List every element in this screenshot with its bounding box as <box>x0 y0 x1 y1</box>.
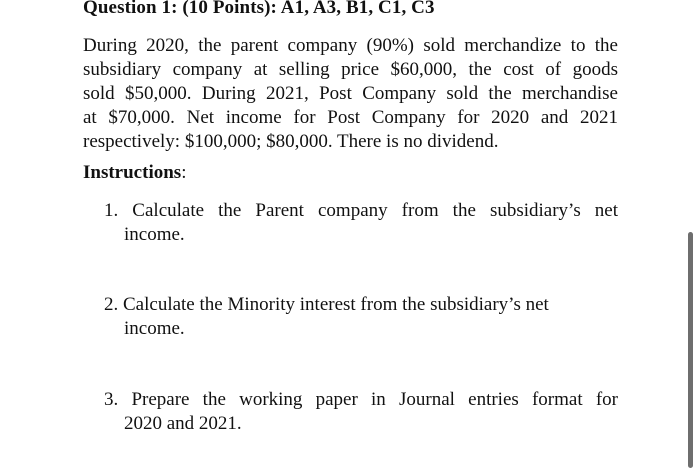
vertical-scrollbar[interactable] <box>688 232 693 468</box>
paragraph-line: subsidiary company at selling price $60,000, the cost of goods <box>83 59 618 80</box>
instruction-item-line: 3. Prepare the working paper in Journal entries format for <box>104 389 618 410</box>
instructions-heading <box>83 162 186 184</box>
instruction-item-2 <box>104 293 618 341</box>
problem-paragraph <box>83 34 618 154</box>
instruction-item-line: income. <box>124 224 185 245</box>
question-title: Question 1: (10 Points): A1, A3, B1, C1, C3 <box>83 0 435 18</box>
instruction-item-line: 1. Calculate the Parent company from the subsidiary’s net <box>104 200 618 221</box>
paragraph-line: at $70,000. Net income for Post Company for 2020 and 2021 <box>83 107 618 128</box>
instruction-item-line: 2. Calculate the Minority interest from the subsidiary’s net <box>104 294 549 315</box>
instruction-item-3 <box>104 388 618 436</box>
instruction-item-line: income. <box>124 318 185 339</box>
instruction-item-1 <box>104 199 618 247</box>
instructions-colon: : <box>181 162 187 183</box>
instruction-item-line: 2020 and 2021. <box>124 413 242 434</box>
paragraph-line: During 2020, the parent company (90%) sold merchandize to the <box>83 35 618 56</box>
paragraph-line: respectively: $100,000; $80,000. There is no dividend. <box>83 131 499 152</box>
instructions-heading-text: Instructions <box>83 162 182 183</box>
paragraph-line: sold $50,000. During 2021, Post Company sold the merchandise <box>83 83 618 104</box>
